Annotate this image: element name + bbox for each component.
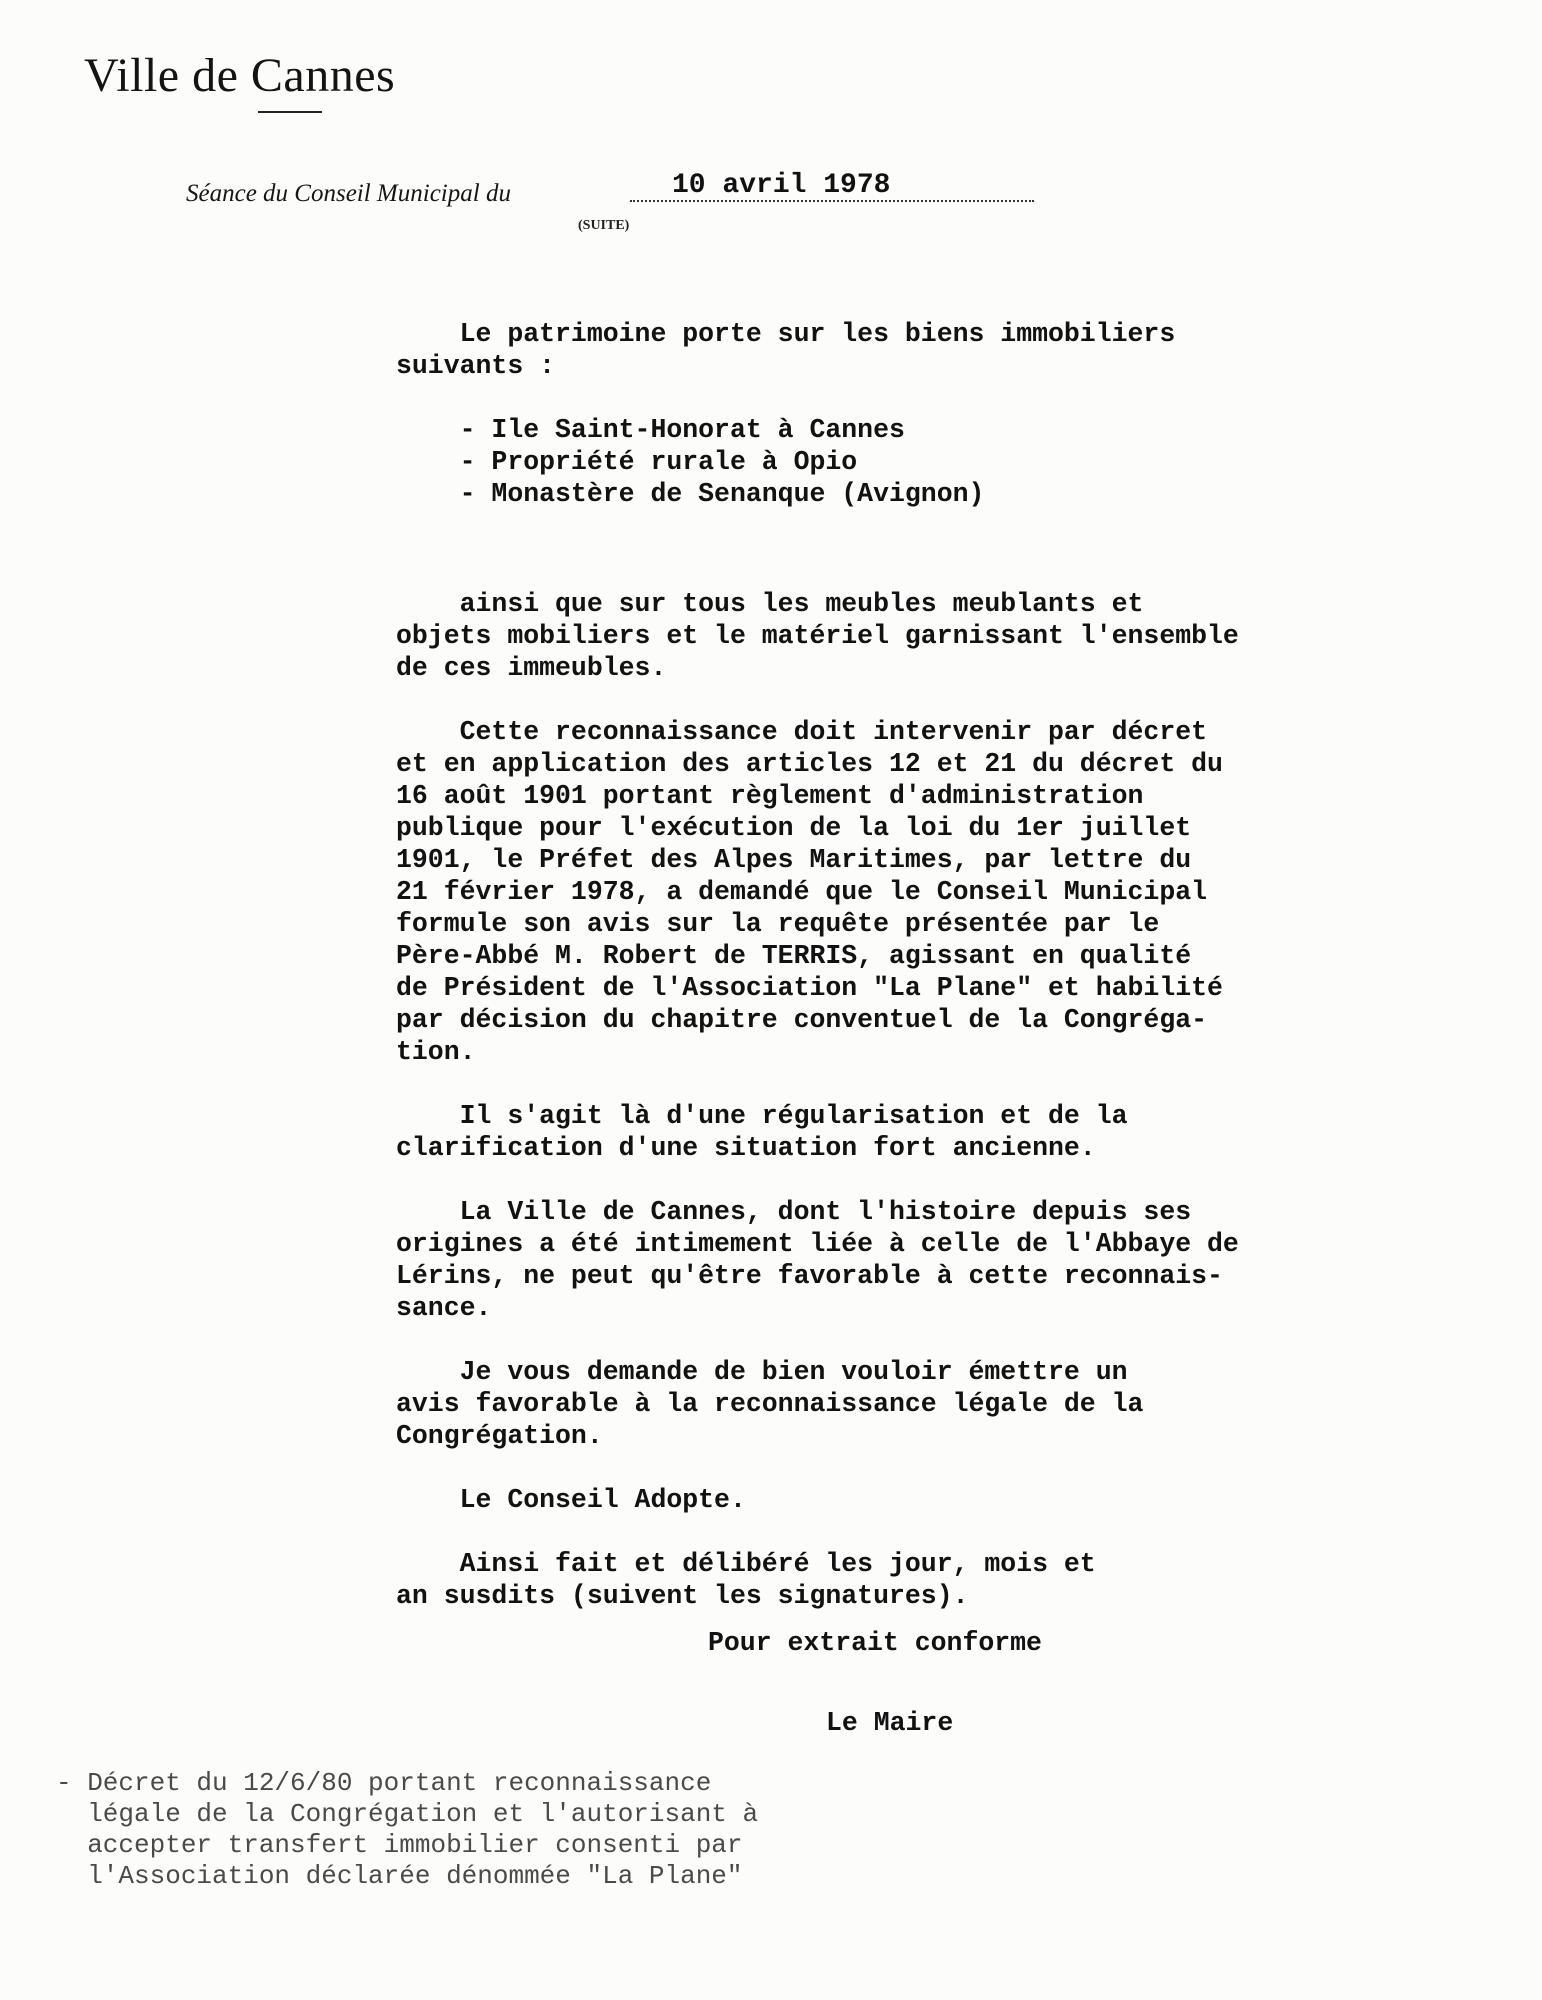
footnote-decret: - Décret du 12/6/80 portant reconnaissance légale de la Congrégation et l'autorisant à accepter transfert immobilier consenti par l'Association déclarée dénommée "La Plane"	[56, 1768, 759, 1891]
list-item: - Ile Saint-Honorat à Cannes	[396, 415, 905, 445]
paragraph-regularisation: Il s'agit là d'une régularisation et de la clarification d'une situation fort ancienne.	[396, 1101, 1128, 1163]
list-item: - Propriété rurale à Opio	[396, 447, 858, 477]
paragraph-meubles: ainsi que sur tous les meubles meublants et objets mobiliers et le matériel garnissant l'ensemble de ces immeubles.	[396, 589, 1239, 683]
extract-conforme: Pour extrait conforme	[708, 1628, 1042, 1658]
paragraph-ainsi-fait: Ainsi fait et délibéré les jour, mois et an susdits (suivent les signatures).	[396, 1549, 1096, 1611]
paragraph-reconnaissance: Cette reconnaissance doit intervenir par décret et en application des articles 12 et 21 du décret du 16 août 1901 portant règlement d'administration publique pour l'exécution de la loi du 1er juillet 1901, le Préfet des Alpes Maritimes, par lettre du 21 février 1978, a demandé que le Conseil Municipal formule son avis sur la requête présentée par le Père-Abbé M. Robert de TERRIS, agissant en qualité de Président de l'Association "La Plane" et habilité par décision du chapitre conventuel de la Congréga- tion.	[396, 717, 1223, 1067]
document-body	[396, 318, 1476, 1612]
mayor-label: Le Maire	[826, 1708, 954, 1738]
paragraph-ville: La Ville de Cannes, dont l'histoire depuis ses origines a été intimement liée à celle de l'Abbaye de Lérins, ne peut qu'être favorable à cette reconnais- sance.	[396, 1197, 1239, 1323]
list-item: - Monastère de Senanque (Avignon)	[396, 479, 985, 509]
paragraph-patrimoine: Le patrimoine porte sur les biens immobiliers suivants :	[396, 319, 1176, 381]
title-underline	[258, 111, 322, 113]
page-title: Ville de Cannes	[84, 49, 396, 102]
paragraph-adopte: Le Conseil Adopte.	[396, 1485, 746, 1515]
seance-date: 10 avril 1978	[672, 170, 891, 201]
seance-label: Séance du Conseil Municipal du	[186, 180, 511, 207]
paragraph-demande: Je vous demande de bien vouloir émettre un avis favorable à la reconnaissance légale de la Congrégation.	[396, 1357, 1144, 1451]
suite-label: (SUITE)	[578, 218, 630, 233]
